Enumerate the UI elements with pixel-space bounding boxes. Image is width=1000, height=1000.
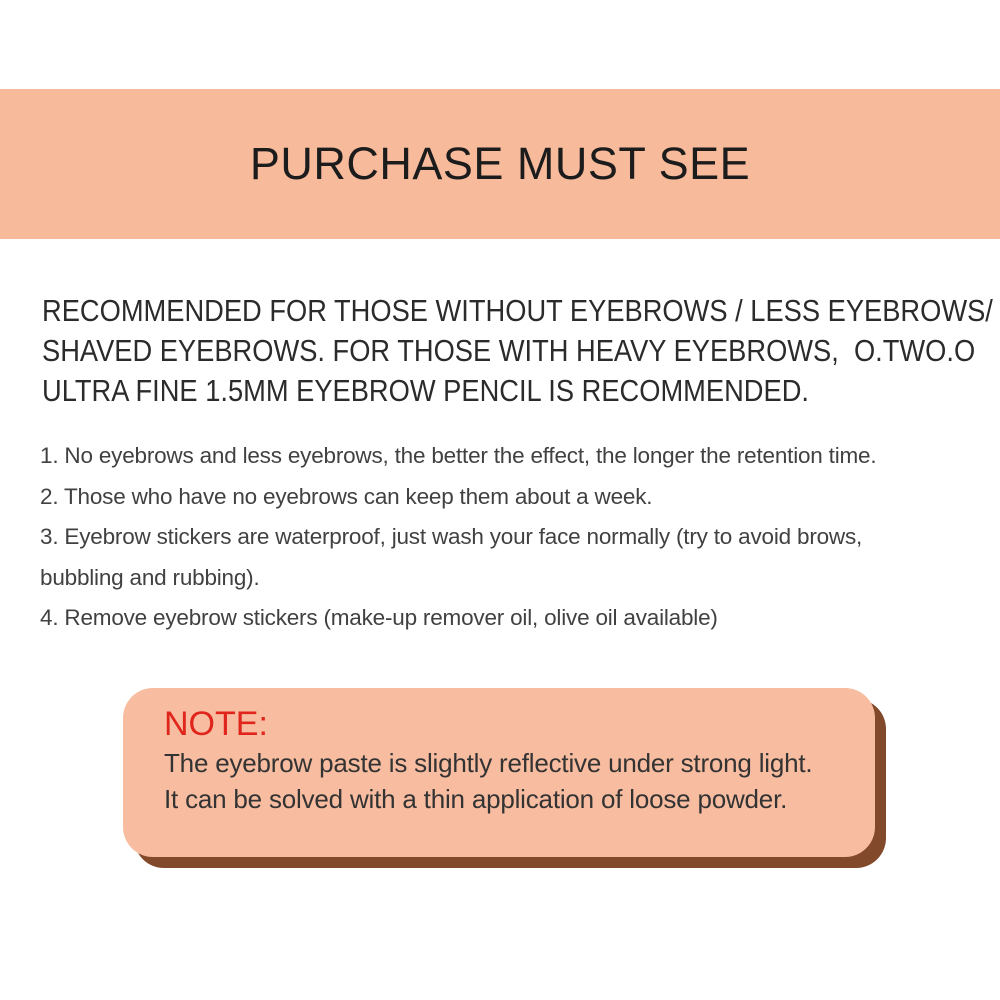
note-line-2: It can be solved with a thin application of loose powder. [164, 784, 788, 814]
tips-list [40, 436, 876, 639]
tip-item-2: 2. Those who have no eyebrows can keep them about a week. [40, 483, 653, 509]
tip-item-4: 4. Remove eyebrow stickers (make-up remover oil, olive oil available) [40, 605, 718, 630]
tip-item-1: 1. No eyebrows and less eyebrows, the better the effect, the longer the retention time. [40, 443, 877, 468]
note-box [123, 688, 875, 857]
recommendation-paragraph [42, 291, 1000, 411]
note-label: NOTE: [164, 705, 268, 743]
purchase-banner [0, 89, 1000, 239]
tip-item-3-continued: bubbling and rubbing). [40, 564, 260, 590]
note-line-1: The eyebrow paste is slightly reflective under strong light. [164, 748, 813, 778]
recommendation-line-2: SHAVED EYEBROWS. FOR THOSE WITH HEAVY EYEBROWS, O.TWO.O [42, 333, 976, 368]
tip-item-3: 3. Eyebrow stickers are waterproof, just wash your face normally (try to avoid brows, [40, 524, 863, 549]
recommendation-line-3: ULTRA FINE 1.5MM EYEBROW PENCIL IS RECOMMENDED. [42, 373, 809, 408]
banner-title: PURCHASE MUST SEE [249, 138, 751, 189]
recommendation-line-1: RECOMMENDED FOR THOSE WITHOUT EYEBROWS / LESS EYEBROWS/ [42, 293, 993, 328]
